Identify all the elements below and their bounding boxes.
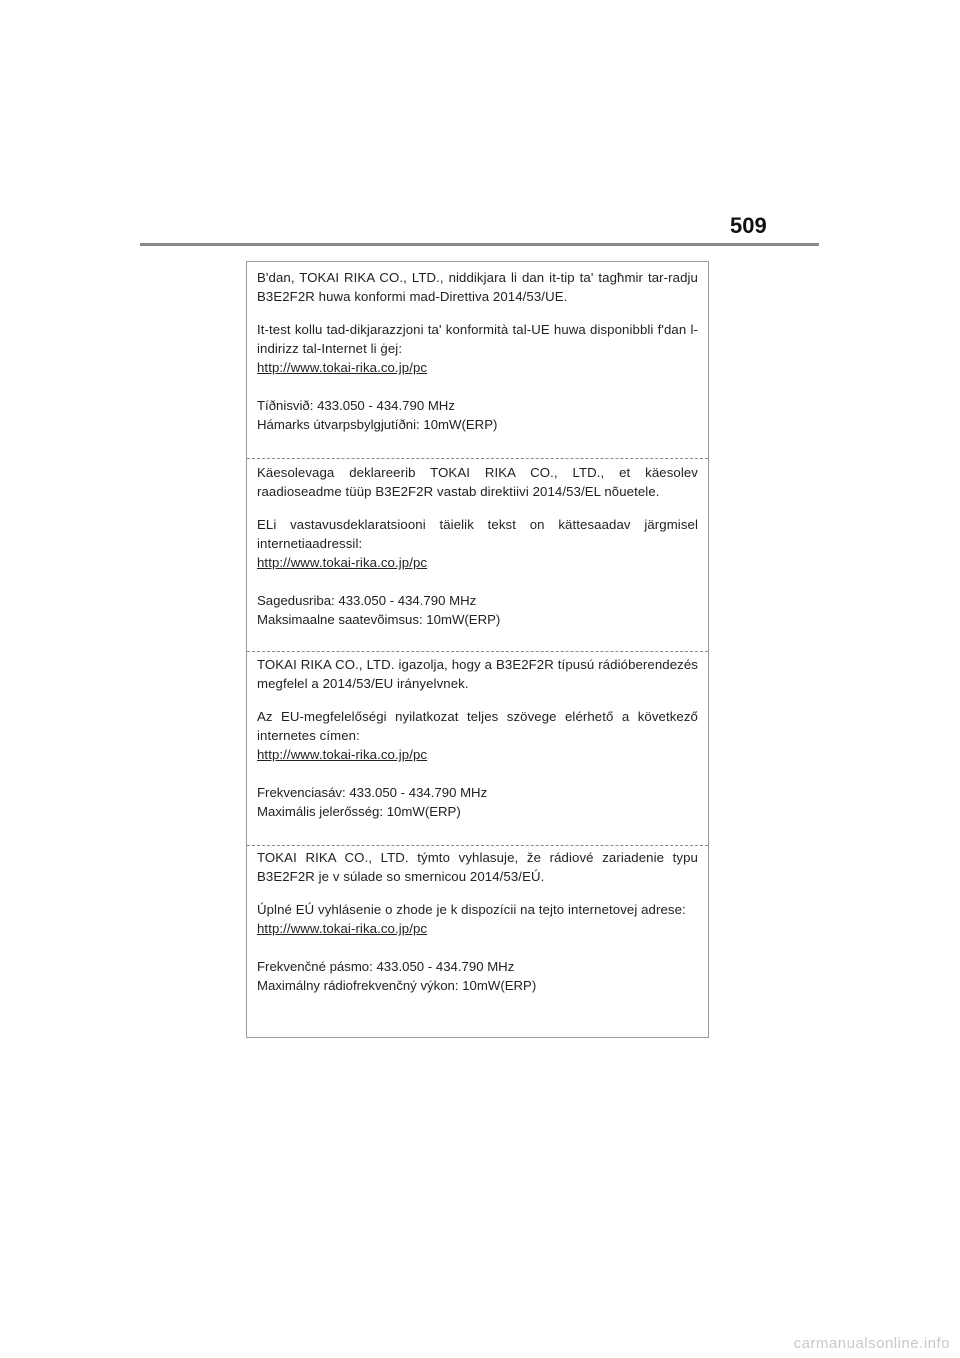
declaration-text: TOKAI RIKA CO., LTD. igazolja, hogy a B3E2F2R típusú rádióberendezés megfelel a 2014/53/EU irányelvnek. [257, 657, 698, 691]
availability-text: Az EU-megfelelőségi nyilatkozat teljes szövege elérhető a következő internetes címen: [257, 709, 698, 743]
max-power: Maximálny rádiofrekvenčný výkon: 10mW(ERP) [257, 978, 537, 993]
site-watermark: carmanualsonline.info [793, 1335, 950, 1352]
declaration-link[interactable]: http://www.tokai-rika.co.jp/pc [257, 360, 428, 375]
page-number: 509 [730, 213, 767, 238]
declaration-link[interactable]: http://www.tokai-rika.co.jp/pc [257, 555, 428, 570]
section-maltese [247, 268, 708, 434]
declaration-link[interactable]: http://www.tokai-rika.co.jp/pc [257, 921, 428, 936]
max-power: Maximális jelerősség: 10mW(ERP) [257, 804, 461, 819]
declaration-box [246, 261, 709, 1038]
section-slovak [247, 848, 708, 995]
frequency-band: Tíðnisvið: 433.050 - 434.790 MHz [257, 398, 455, 413]
declaration-text: TOKAI RIKA CO., LTD. týmto vyhlasuje, že rádiové zariadenie typu B3E2F2R je v súlade so smernicou 2014/53/EÚ. [257, 850, 698, 884]
max-power: Hámarks útvarpsbylgjutíðni: 10mW(ERP) [257, 417, 498, 432]
availability-text: ELi vastavusdeklaratsiooni täielik tekst on kättesaadav järgmisel internetiaadressil: [257, 517, 698, 551]
section-divider [247, 845, 708, 846]
availability-text: It-test kollu tad-dikjarazzjoni ta' konformità tal-UE huwa disponibbli f'dan l-indirizz tal-Internet li ġej: [257, 322, 698, 356]
max-power: Maksimaalne saatevõimsus: 10mW(ERP) [257, 612, 501, 627]
declaration-text: B'dan, TOKAI RIKA CO., LTD., niddikjara li dan it-tip ta' tagħmir tar-radju B3E2F2R huwa konformi mad-Direttiva 2014/53/UE. [257, 270, 698, 304]
section-estonian [247, 463, 708, 629]
declaration-text: Käesolevaga deklareerib TOKAI RIKA CO., LTD., et käesolev raadioseadme tüüp B3E2F2R vastab direktiivi 2014/53/EL nõuetele. [257, 465, 698, 499]
frequency-band: Frekvenciasáv: 433.050 - 434.790 MHz [257, 785, 488, 800]
declaration-link[interactable]: http://www.tokai-rika.co.jp/pc [257, 747, 428, 762]
section-hungarian [247, 655, 708, 821]
availability-text: Úplné EÚ vyhlásenie o zhode je k dispozícii na tejto internetovej adrese: [257, 902, 686, 917]
section-divider [247, 458, 708, 459]
section-divider [247, 651, 708, 652]
frequency-band: Sagedusriba: 433.050 - 434.790 MHz [257, 593, 477, 608]
header-rule [140, 243, 819, 246]
frequency-band: Frekvenčné pásmo: 433.050 - 434.790 MHz [257, 959, 515, 974]
